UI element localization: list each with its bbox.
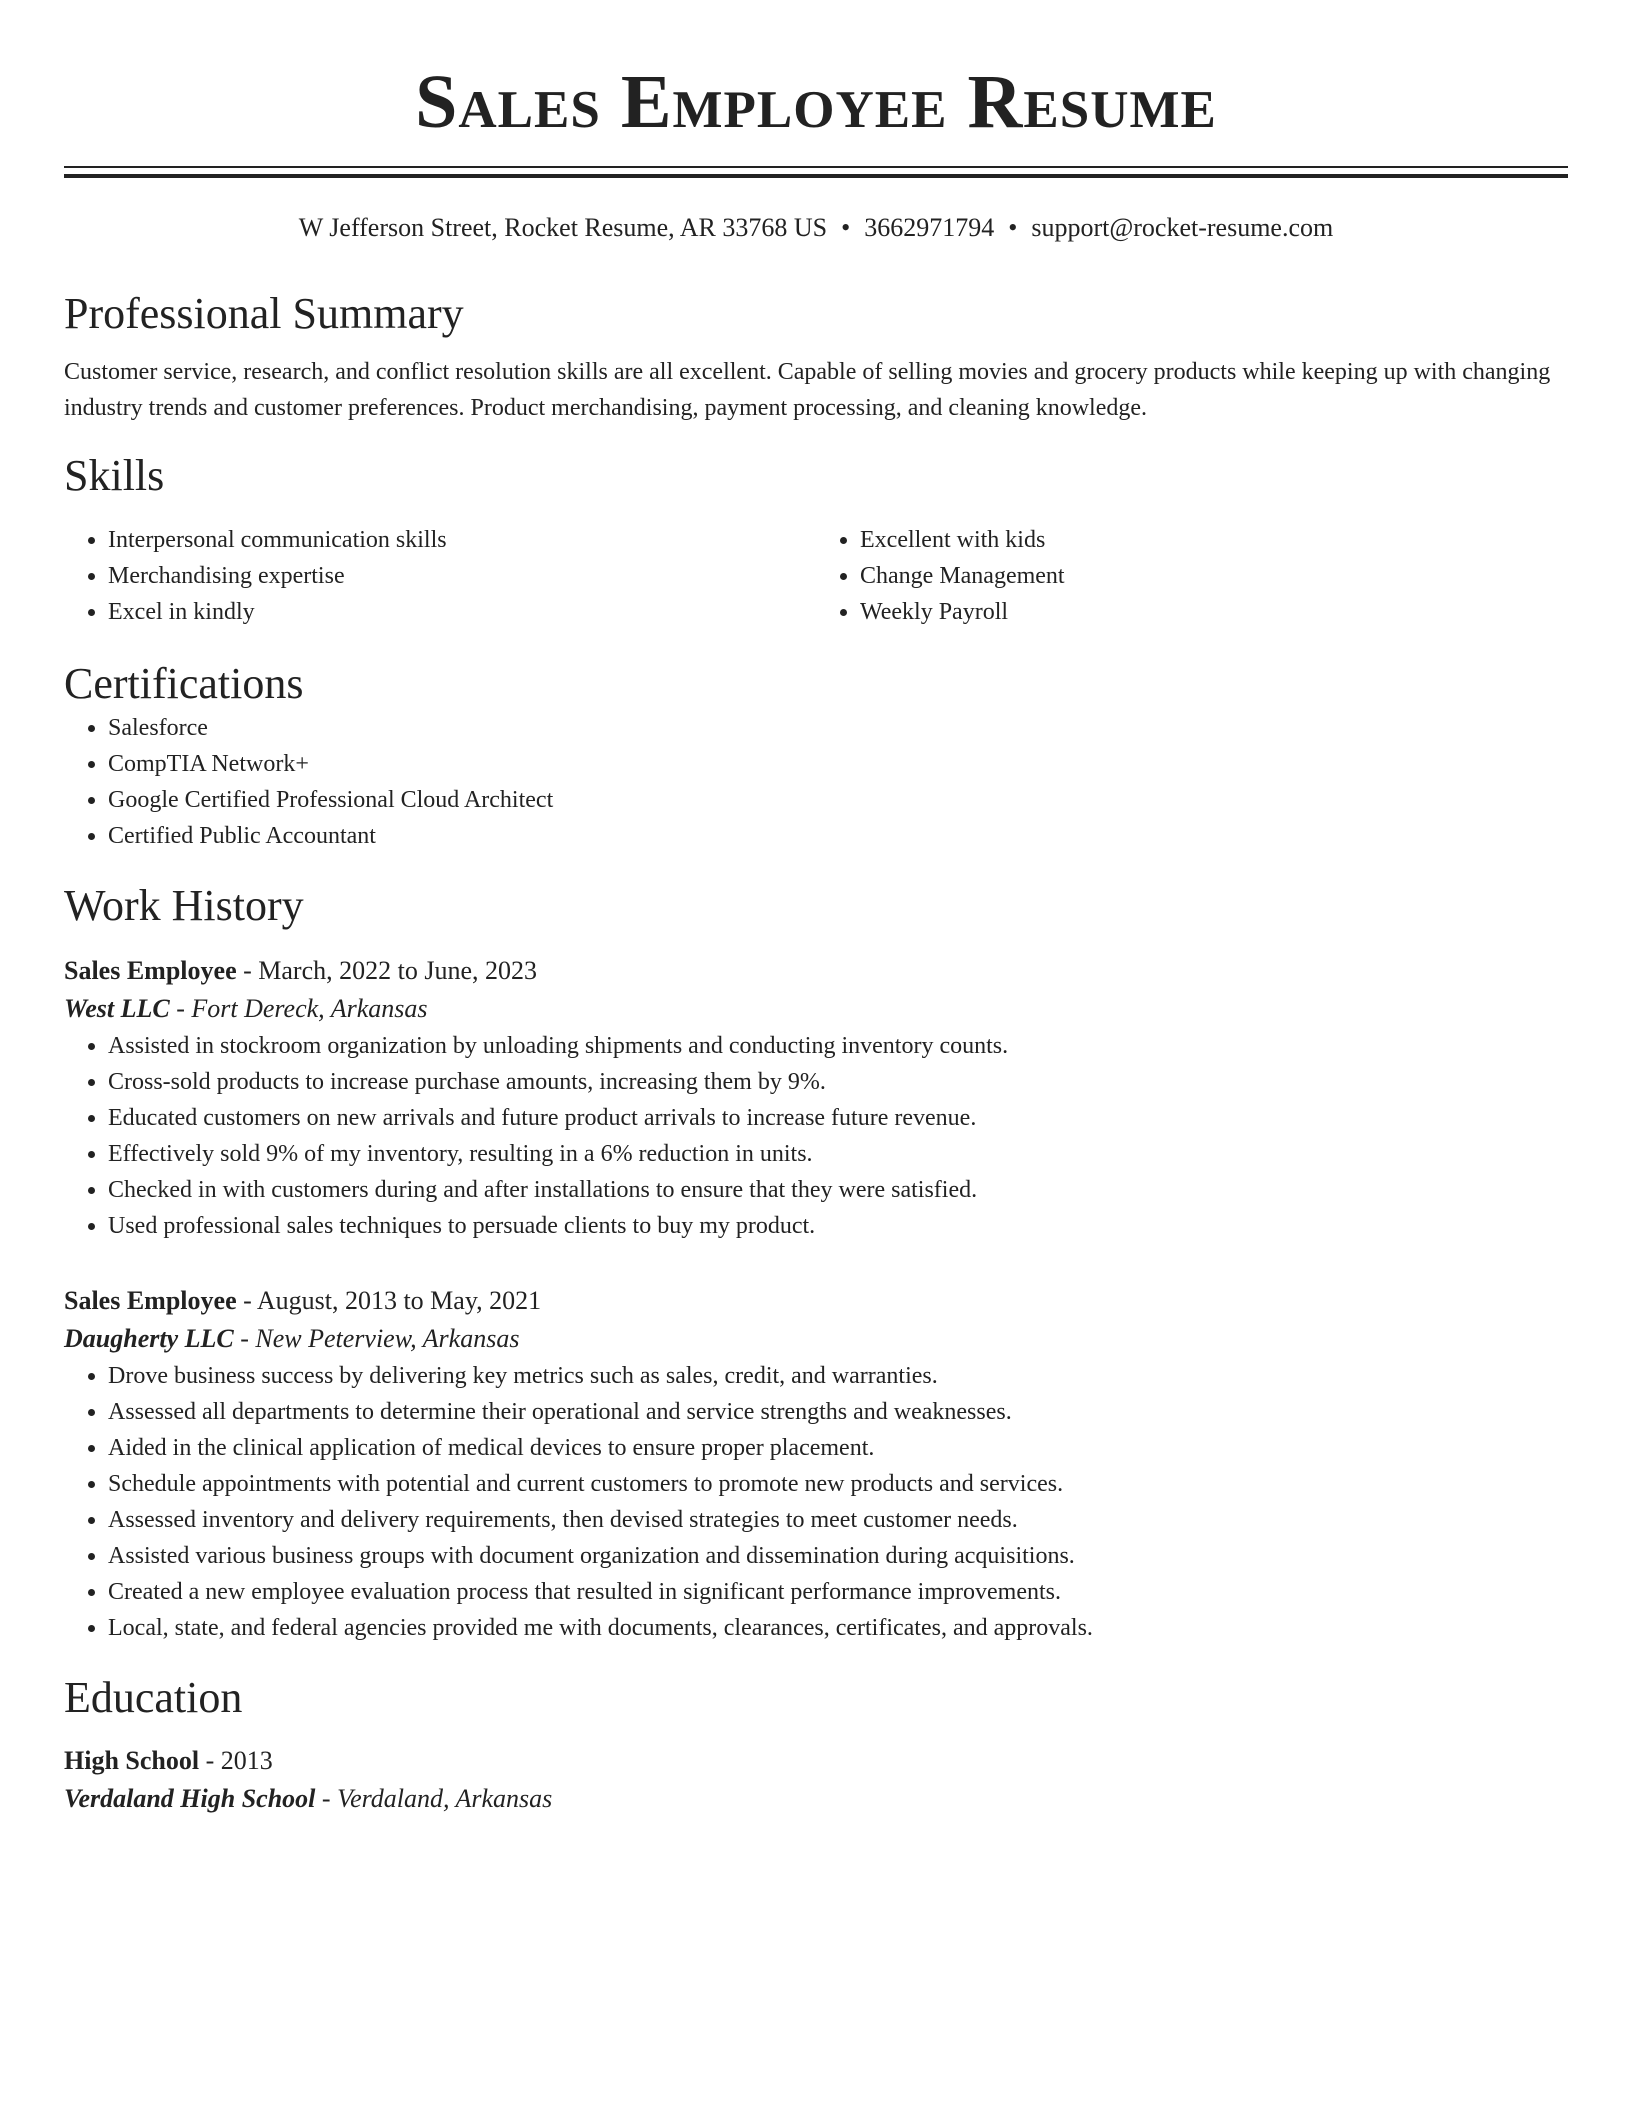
skills-heading: Skills bbox=[64, 451, 165, 500]
job-dates: - August, 2013 to May, 2021 bbox=[236, 1286, 542, 1315]
education-year: - 2013 bbox=[199, 1746, 273, 1775]
job-entry bbox=[64, 952, 1568, 1244]
job-company: West LLC bbox=[64, 994, 170, 1023]
job-bullet: • Assessed inventory and delivery requirements, then devised strategies to meet customer needs. bbox=[108, 1502, 1568, 1538]
job-company-line bbox=[64, 1320, 1568, 1358]
job-entry bbox=[64, 1282, 1568, 1646]
certification-item: • Google Certified Professional Cloud Architect bbox=[108, 782, 1568, 818]
job-bullet: • Cross-sold products to increase purchase amounts, increasing them by 9%. bbox=[108, 1064, 1568, 1100]
education-entry bbox=[64, 1742, 1568, 1818]
skills-list-left bbox=[64, 522, 816, 630]
skill-item: • Merchandising expertise bbox=[108, 558, 816, 594]
job-bullets bbox=[64, 1028, 1568, 1244]
contact-phone: 3662971794 bbox=[864, 213, 995, 242]
skill-item: • Weekly Payroll bbox=[860, 594, 1568, 630]
skill-item: • Interpersonal communication skills bbox=[108, 522, 816, 558]
contact-line bbox=[64, 212, 1568, 244]
job-bullet: • Schedule appointments with potential and current customers to promote new products and services. bbox=[108, 1466, 1568, 1502]
education-degree: High School bbox=[64, 1746, 200, 1775]
skill-item: • Excellent with kids bbox=[860, 522, 1568, 558]
certification-item: • CompTIA Network+ bbox=[108, 746, 1568, 782]
job-bullet: • Assisted in stockroom organization by unloading shipments and conducting inventory counts. bbox=[108, 1028, 1568, 1064]
job-bullet: • Effectively sold 9% of my inventory, resulting in a 6% reduction in units. bbox=[108, 1136, 1568, 1172]
title-rule-thin bbox=[64, 166, 1568, 168]
summary-text: Customer service, research, and conflict resolution skills are all excellent. Capable of selling movies and grocery products while keeping up with changing industry trends and customer preferences. Product merchandising, payment processing, and cleaning knowledge. bbox=[64, 359, 1551, 421]
job-bullet: • Checked in with customers during and after installations to ensure that they were satisfied. bbox=[108, 1172, 1568, 1208]
job-title: Sales Employee bbox=[64, 956, 237, 985]
education-degree-line bbox=[64, 1742, 1568, 1780]
contact-separator: • bbox=[1008, 213, 1018, 242]
education-school-line bbox=[64, 1780, 1568, 1818]
contact-address: W Jefferson Street, Rocket Resume, AR 33768 US bbox=[298, 213, 828, 242]
skill-item: • Excel in kindly bbox=[108, 594, 816, 630]
job-company: Daugherty LLC bbox=[64, 1324, 234, 1353]
job-bullet: • Educated customers on new arrivals and future product arrivals to increase future revenue. bbox=[108, 1100, 1568, 1136]
contact-separator: • bbox=[841, 213, 851, 242]
resume-title: Sales Employee Resume bbox=[415, 60, 1217, 144]
skills-grid bbox=[64, 522, 1568, 630]
job-bullet: • Assisted various business groups with document organization and dissemination during acquisitions. bbox=[108, 1538, 1568, 1574]
job-bullet: • Aided in the clinical application of medical devices to ensure proper placement. bbox=[108, 1430, 1568, 1466]
job-location: - Fort Dereck, Arkansas bbox=[169, 994, 428, 1023]
job-bullet: • Created a new employee evaluation process that resulted in significant performance improvements. bbox=[108, 1574, 1568, 1610]
job-dates: - March, 2022 to June, 2023 bbox=[236, 956, 538, 985]
skill-item: • Change Management bbox=[860, 558, 1568, 594]
job-company-line bbox=[64, 990, 1568, 1028]
certification-item: • Salesforce bbox=[108, 710, 1568, 746]
title-rule-thick bbox=[64, 174, 1568, 178]
job-title: Sales Employee bbox=[64, 1286, 237, 1315]
education-location: - Verdaland, Arkansas bbox=[315, 1784, 553, 1813]
job-bullet: • Drove business success by delivering key metrics such as sales, credit, and warranties. bbox=[108, 1358, 1568, 1394]
certifications-heading: Certifications bbox=[64, 659, 304, 708]
education-school: Verdaland High School bbox=[64, 1784, 316, 1813]
education-heading: Education bbox=[64, 1673, 243, 1722]
certifications-list bbox=[64, 710, 1568, 854]
job-location: - New Peterview, Arkansas bbox=[233, 1324, 520, 1353]
job-bullet: • Assessed all departments to determine their operational and service strengths and weaknesses. bbox=[108, 1394, 1568, 1430]
contact-email: support@rocket-resume.com bbox=[1031, 213, 1334, 242]
summary-heading: Professional Summary bbox=[64, 289, 464, 338]
job-bullets bbox=[64, 1358, 1568, 1646]
job-bullet: • Used professional sales techniques to persuade clients to buy my product. bbox=[108, 1208, 1568, 1244]
job-title-line bbox=[64, 1282, 1568, 1320]
job-title-line bbox=[64, 952, 1568, 990]
certification-item: • Certified Public Accountant bbox=[108, 818, 1568, 854]
job-bullet: • Local, state, and federal agencies provided me with documents, clearances, certificates, and approvals. bbox=[108, 1610, 1568, 1646]
work-history-heading: Work History bbox=[64, 881, 304, 930]
skills-list-right bbox=[816, 522, 1568, 630]
